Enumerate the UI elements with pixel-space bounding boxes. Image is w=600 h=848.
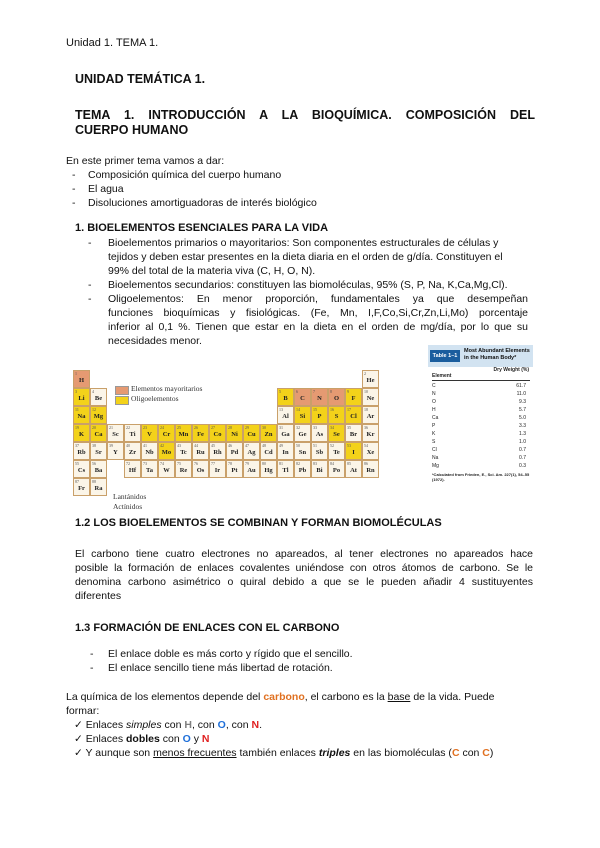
legend-oligo-swatch [115,396,129,405]
element-cell-mn: 25 Mn [175,424,192,442]
element-cell-zr: 40 Zr [124,442,141,460]
element-cell-he: 2 He [362,370,379,388]
element-cell-cu: 29 Cu [243,424,260,442]
element-cell-ir: 77 Ir [209,460,226,478]
element-cell-au: 79 Au [243,460,260,478]
element-cell-po: 84 Po [328,460,345,478]
element-cell-tc: 43 Tc [175,442,192,460]
table-title: Most Abundant Elements in the Human Body* [464,348,530,361]
element-cell-ta: 73 Ta [141,460,158,478]
table-row [432,407,530,414]
element-cell-fr: 87 Fr [73,478,90,496]
element-cell-p: 15 P [311,406,328,424]
element-cell-mg: 12 Mg [90,406,107,424]
element-cell-al: 13 Al [277,406,294,424]
element-cell-sn: 50 Sn [294,442,311,460]
element-cell-zn: 30 Zn [260,424,277,442]
element-cell-ni: 28 Ni [226,424,243,442]
list-item: - Oligoelementos: En menor proporción, fundamentales ya que desempeñan funciones bioquímicas y fisiológicas. (Fe, Mn, I,F,Co,Si,Cr,Zn,Li,Mo) porcentaje inferior al 0,1 %. Tienen que estar en la dieta en el orden de mg/día, por lo que su necesidades menor. [88,293,528,347]
element-cell-c: 6 C [294,388,311,406]
table-cell-element: O [432,399,436,405]
element-cell-as: 33 As [311,424,328,442]
legend-oligo-label: Oligoelementos [131,394,179,403]
page-header: Unidad 1. TEMA 1. [66,37,159,49]
table-cell-element: Mg [432,463,439,469]
check-item: ✓ Enlaces simples con H, con O, con N. [74,719,263,731]
table-cell-element: Ca [432,415,439,421]
element-cell-at: 85 At [345,460,362,478]
table-cell-element: Na [432,455,439,461]
element-cell-k: 19 K [73,424,90,442]
col-weight: Dry Weight (%) [493,367,529,373]
element-cell-sr: 38 Sr [90,442,107,460]
table-header [428,345,533,367]
section2-title: 1.2 LOS BIOELEMENTOS SE COMBINAN Y FORMAN BIOMOLÉCULAS [75,517,442,529]
element-cell-nb: 41 Nb [141,442,158,460]
element-cell-rh: 45 Rh [209,442,226,460]
periodic-table [65,366,401,512]
list-item: - El agua [72,183,124,195]
element-cell-xe: 54 Xe [362,442,379,460]
element-cell-ar: 18 Ar [362,406,379,424]
intro-text: En este primer tema vamos a dar: [66,155,225,167]
section2-line1: El carbono tiene cuatro electrones no apareados, al tener electrones no apareados hace [75,548,533,560]
element-cell-pd: 46 Pd [226,442,243,460]
list-item: - El enlace sencillo tiene más libertad de rotación. [90,662,333,674]
legend-major-label: Elementos mayoritarios [131,384,203,393]
table-cell-element: H [432,407,436,413]
table-row [432,399,530,406]
element-cell-n: 7 N [311,388,328,406]
element-cell-os: 76 Os [192,460,209,478]
element-cell-fe: 26 Fe [192,424,209,442]
section1-list [88,236,534,348]
table-cell-value: 0.7 [519,455,526,461]
element-cell-pt: 78 Pt [226,460,243,478]
legend-major-swatch [115,386,129,395]
list-item: - Composición química del cuerpo humano [72,169,282,181]
table-cell-value: 0.7 [519,447,526,453]
element-cell-in: 49 In [277,442,294,460]
element-cell-re: 75 Re [175,460,192,478]
section2-line3: denomina carbono asimétrico o quiral debido a que se le pueden añadir 4 sustituyentes [75,576,533,588]
section1-title: 1. BIOELEMENTOS ESENCIALES PARA LA VIDA [75,222,329,234]
element-cell-bi: 83 Bi [311,460,328,478]
element-cell-ne: 10 Ne [362,388,379,406]
element-cell-ra: 88 Ra [90,478,107,496]
table-row [432,463,530,470]
table-cell-value: 5.7 [519,407,526,413]
section2-line2: posible la formación de enlaces covalentes uniéndose con otros átomos de carbono. Se le [75,562,533,574]
table-cell-value: 11.0 [516,391,526,397]
element-cell-ga: 31 Ga [277,424,294,442]
element-cell-co: 27 Co [209,424,226,442]
table-cell-element: S [432,439,436,445]
element-cell-i: 53 I [345,442,362,460]
abundance-table [428,345,533,492]
element-cell-hg: 80 Hg [260,460,277,478]
element-cell-o: 8 O [328,388,345,406]
element-cell-f: 9 F [345,388,362,406]
section2-line4: diferentes [75,590,122,602]
list-item: - El enlace doble es más corto y rígido que el sencillo. [90,648,353,660]
unit-title: UNIDAD TEMÁTICA 1. [75,72,206,86]
tema-title-line2: CUERPO HUMANO [75,123,189,137]
element-cell-hf: 72 Hf [124,460,141,478]
check-item: ✓ Enlaces dobles con O y N [74,733,210,745]
element-cell-h: 1 H [73,370,90,388]
table-cell-value: 61.7 [516,383,526,389]
element-cell-mo: 42 Mo [158,442,175,460]
element-cell-ge: 32 Ge [294,424,311,442]
table-cell-element: N [432,391,436,397]
check-item: ✓ Y aunque son menos frecuentes también enlaces triples en las biomoléculas (C con C) [74,747,494,759]
element-cell-cs: 55 Cs [73,460,90,478]
element-cell-ru: 44 Ru [192,442,209,460]
element-cell-ba: 56 Ba [90,460,107,478]
element-cell-v: 23 V [141,424,158,442]
element-cell-pb: 82 Pb [294,460,311,478]
table-row [432,455,530,462]
element-cell-rb: 37 Rb [73,442,90,460]
element-cell-li: 3 Li [73,388,90,406]
list-item: - Bioelementos primarios o mayoritarios: Son componentes estructurales de células y tejidos y deben estar presentes en la dieta diaria en el orden de g/día. Constituyen el 99% del total de la materia viva (C, H, O, N). [88,237,503,277]
element-cell-cr: 24 Cr [158,424,175,442]
table-cell-element: P [432,423,436,429]
table-row [432,447,530,454]
table-row [432,415,530,422]
element-cell-cd: 48 Cd [260,442,277,460]
element-cell-w: 74 W [158,460,175,478]
table-cell-value: 3.3 [519,423,526,429]
table-cell-value: 9.3 [519,399,526,405]
element-cell-si: 14 Si [294,406,311,424]
actinides-label: Actínidos [113,502,143,511]
table-row [432,383,530,390]
section3-list [90,647,353,675]
element-cell-te: 52 Te [328,442,345,460]
table-cell-value: 0.3 [519,463,526,469]
col-element: Element [432,373,452,379]
table-cell-element: Cl [432,447,437,453]
table-cell-value: 1.3 [519,431,526,437]
table-footnote: *Calculated from Frieden, E., Sci. Am. 227(1), 54–55 (1972). [432,472,530,482]
element-cell-sc: 21 Sc [107,424,124,442]
closing-paragraph: La química de los elementos depende del carbono, el carbono es la base de la vida. Puede formar: ✓ Enlaces simples con H, con O, con N. ✓ Enlaces dobles con O y N ✓ Y aunque son menos frecuentes también enlaces triples en las biomoléculas (C con C) [66,691,495,759]
element-cell-y: 39 Y [107,442,124,460]
table-label: Table 1–1 [430,350,460,362]
element-cell-ca: 20 Ca [90,424,107,442]
table-cell-element: C [432,383,436,389]
element-cell-tl: 81 Tl [277,460,294,478]
element-cell-ag: 47 Ag [243,442,260,460]
table-row [432,391,530,398]
section3-title: 1.3 FORMACIÓN DE ENLACES CON EL CARBONO [75,622,340,634]
intro-list [72,168,317,210]
element-cell-se: 34 Se [328,424,345,442]
list-item: - Bioelementos secundarios: constituyen las biomoléculas, 95% (S, P, Na, K,Ca,Mg,Cl). [88,279,508,291]
element-cell-s: 16 S [328,406,345,424]
element-cell-kr: 36 Kr [362,424,379,442]
lanthanides-label: Lantánidos [113,492,147,501]
element-cell-br: 35 Br [345,424,362,442]
table-row [432,439,530,446]
tema-title-line1: TEMA 1. INTRODUCCIÓN A LA BIOQUÍMICA. COMPOSICIÓN DEL [75,108,535,122]
element-cell-be: 4 Be [90,388,107,406]
element-cell-sb: 51 Sb [311,442,328,460]
element-cell-ti: 22 Ti [124,424,141,442]
element-cell-cl: 17 Cl [345,406,362,424]
table-cell-element: K [432,431,436,437]
element-cell-b: 5 B [277,388,294,406]
table-cell-value: 5.0 [519,415,526,421]
table-row [432,423,530,430]
list-item: - Disoluciones amortiguadoras de interés biológico [72,197,317,209]
table-row [432,431,530,438]
element-cell-rn: 86 Rn [362,460,379,478]
element-cell-na: 11 Na [73,406,90,424]
table-cell-value: 1.0 [519,439,526,445]
